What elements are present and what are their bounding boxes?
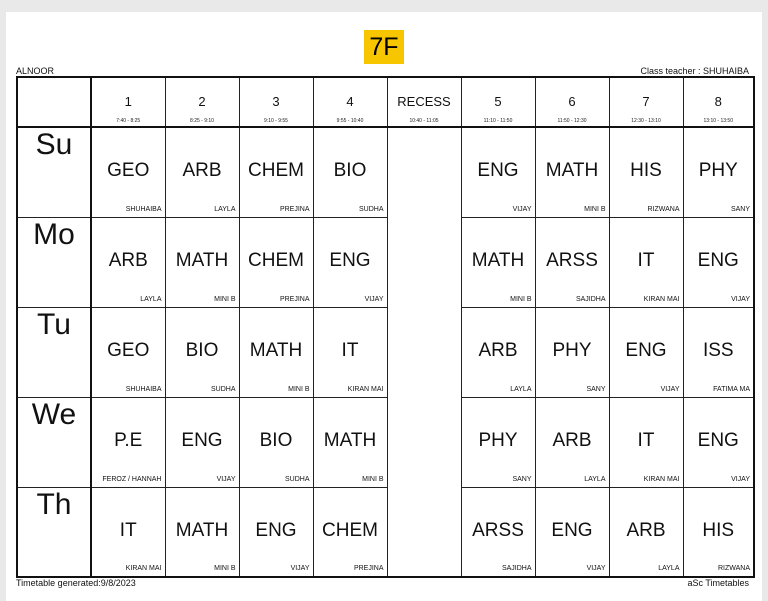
day-row <box>17 307 754 397</box>
lesson-cell <box>461 307 535 397</box>
lesson-cell <box>461 127 535 217</box>
lesson-teacher: MINI B <box>584 205 606 213</box>
lesson-teacher: LAYLA <box>584 475 606 483</box>
lesson-cell <box>609 487 683 577</box>
lesson-cell <box>91 127 165 217</box>
lesson-cell <box>313 127 387 217</box>
lesson-cell <box>239 217 313 307</box>
lesson-subject: ARB <box>182 160 222 181</box>
lesson-cell <box>91 397 165 487</box>
lesson-teacher: VIJAY <box>216 475 236 483</box>
lesson-subject: ARB <box>626 519 666 541</box>
lesson-teacher: SUDHA <box>284 475 310 483</box>
period-number: 8 <box>714 94 722 109</box>
lesson-subject: IT <box>637 429 655 451</box>
day-name: We <box>17 397 91 487</box>
lesson-cell <box>609 217 683 307</box>
lesson-teacher: VIJAY <box>731 295 750 303</box>
period-time: 8:25 - 9:10 <box>190 118 214 124</box>
day-name: Mo <box>17 217 91 307</box>
lesson-teacher: VIJAY <box>660 385 680 393</box>
lesson-subject: ENG <box>255 519 297 541</box>
lesson-teacher: SANY <box>512 475 532 483</box>
recess-header <box>387 77 461 127</box>
period-header <box>535 77 609 127</box>
lesson-cell <box>683 397 754 487</box>
day-row <box>17 127 754 217</box>
period-time: 9:10 - 9:55 <box>264 118 288 124</box>
corner-cell <box>17 77 91 127</box>
period-time: 7:40 - 8:25 <box>116 118 141 124</box>
period-header <box>461 77 535 127</box>
period-header <box>313 77 387 127</box>
lesson-subject: ENG <box>181 429 223 451</box>
lesson-teacher: LAYLA <box>140 295 162 303</box>
lesson-subject: GEO <box>107 160 150 181</box>
lesson-subject: IT <box>119 519 137 541</box>
lesson-teacher: KIRAN MAI <box>125 565 162 572</box>
lesson-subject: ENG <box>625 339 667 361</box>
lesson-teacher: PREJINA <box>279 205 310 213</box>
lesson-subject: ENG <box>477 160 519 181</box>
lesson-cell <box>239 127 313 217</box>
lesson-subject: CHEM <box>322 519 378 541</box>
lesson-cell <box>683 217 754 307</box>
lesson-cell <box>535 487 609 577</box>
lesson-cell <box>535 217 609 307</box>
lesson-cell <box>683 127 754 217</box>
lesson-cell <box>165 397 239 487</box>
lesson-subject: MATH <box>175 519 229 541</box>
period-number: RECESS <box>397 94 451 109</box>
lesson-subject: HIS <box>630 160 662 181</box>
lesson-teacher: FATIMA MA <box>713 385 750 393</box>
timetable-sheet <box>6 12 762 601</box>
lesson-cell <box>535 397 609 487</box>
timetable-grid <box>16 76 755 578</box>
period-time: 12:30 - 13:10 <box>631 118 661 124</box>
lesson-subject: IT <box>341 339 359 361</box>
lesson-cell <box>609 307 683 397</box>
lesson-teacher: SHUHAIBA <box>125 385 162 393</box>
lesson-teacher: SANY <box>586 385 606 393</box>
lesson-teacher: LAYLA <box>214 205 236 213</box>
day-name: Th <box>17 487 91 577</box>
lesson-subject: CHEM <box>248 160 304 181</box>
lesson-cell <box>91 307 165 397</box>
lesson-teacher: MINI B <box>214 295 236 303</box>
lesson-teacher: MINI B <box>214 565 236 572</box>
lesson-cell <box>683 307 754 397</box>
lesson-subject: ARSS <box>472 519 524 541</box>
period-number: 1 <box>124 94 132 109</box>
day-name: Su <box>17 127 91 217</box>
lesson-teacher: PREJINA <box>353 565 384 572</box>
lesson-teacher: RIZWANA <box>647 205 680 213</box>
lesson-cell <box>609 127 683 217</box>
lesson-subject: ISS <box>702 339 734 361</box>
period-time: 9:55 - 10:40 <box>336 118 364 124</box>
lesson-teacher: VIJAY <box>731 475 750 483</box>
period-time: 13:10 - 13:50 <box>703 118 733 124</box>
day-row <box>17 217 754 307</box>
period-time: 11:10 - 11:50 <box>483 118 513 124</box>
period-number: 6 <box>568 94 576 109</box>
lesson-teacher: FEROZ / HANNAH <box>102 475 162 483</box>
lesson-subject: BIO <box>259 429 293 451</box>
lesson-teacher: MINI B <box>288 385 310 393</box>
period-time: 11:50 - 12:30 <box>557 118 587 124</box>
lesson-subject: PHY <box>698 160 738 181</box>
lesson-teacher: VIJAY <box>512 205 532 213</box>
lesson-subject: ARB <box>552 429 592 451</box>
lesson-teacher: SHUHAIBA <box>125 205 162 213</box>
lesson-teacher: PREJINA <box>279 295 310 303</box>
lesson-subject: MATH <box>323 429 377 451</box>
period-number: 4 <box>346 94 354 109</box>
school-name: ALNOOR <box>16 66 55 76</box>
lesson-teacher: KIRAN MAI <box>643 475 680 483</box>
lesson-teacher: MINI B <box>510 295 532 303</box>
lesson-subject: HIS <box>702 519 735 541</box>
period-number: 5 <box>494 94 502 109</box>
period-header-row <box>17 77 754 127</box>
lesson-cell <box>239 487 313 577</box>
lesson-teacher: VIJAY <box>364 295 384 303</box>
class-teacher: Class teacher : SHUHAIBA <box>640 66 749 76</box>
lesson-subject: ARB <box>108 249 148 271</box>
lesson-cell <box>239 307 313 397</box>
period-header <box>609 77 683 127</box>
lesson-cell <box>313 217 387 307</box>
class-title: 7F <box>364 30 404 64</box>
day-name: Tu <box>17 307 91 397</box>
lesson-subject: PHY <box>552 339 592 361</box>
lesson-teacher: SUDHA <box>358 205 384 213</box>
lesson-teacher: MINI B <box>362 475 384 483</box>
day-row <box>17 487 754 577</box>
lesson-subject: MATH <box>249 339 303 361</box>
lesson-subject: ENG <box>551 519 593 541</box>
lesson-cell <box>239 397 313 487</box>
lesson-teacher: SAJIDHA <box>501 565 532 572</box>
lesson-teacher: LAYLA <box>510 385 532 393</box>
period-time: 10:40 - 11:05 <box>409 118 439 124</box>
lesson-subject: P.E <box>114 429 143 451</box>
lesson-cell <box>91 217 165 307</box>
lesson-teacher: SANY <box>730 205 750 213</box>
lesson-subject: GEO <box>107 339 150 361</box>
lesson-cell <box>535 307 609 397</box>
lesson-cell <box>461 487 535 577</box>
lesson-teacher: KIRAN MAI <box>643 295 680 303</box>
lesson-subject: PHY <box>478 429 518 451</box>
lesson-cell <box>165 127 239 217</box>
lesson-cell <box>165 487 239 577</box>
period-header <box>239 77 313 127</box>
generated-date: Timetable generated:9/8/2023 <box>16 578 136 588</box>
lesson-subject: MATH <box>175 249 229 271</box>
period-number: 3 <box>272 94 280 109</box>
lesson-cell <box>165 217 239 307</box>
period-header <box>683 77 754 127</box>
lesson-subject: MATH <box>545 160 599 181</box>
lesson-subject: ARB <box>478 339 518 361</box>
lesson-cell <box>313 397 387 487</box>
period-header <box>91 77 165 127</box>
lesson-teacher: RIZWANA <box>717 565 750 572</box>
lesson-subject: CHEM <box>248 249 304 271</box>
lesson-subject: ENG <box>697 429 739 451</box>
lesson-subject: ARSS <box>546 249 598 271</box>
period-number: 2 <box>198 94 206 109</box>
lesson-subject: ENG <box>697 249 739 271</box>
lesson-cell <box>461 397 535 487</box>
lesson-subject: MATH <box>471 249 525 271</box>
lesson-teacher: VIJAY <box>290 565 310 572</box>
lesson-subject: BIO <box>333 160 367 181</box>
day-row <box>17 397 754 487</box>
lesson-teacher: SAJIDHA <box>575 295 606 303</box>
lesson-cell <box>535 127 609 217</box>
lesson-cell <box>313 307 387 397</box>
lesson-teacher: LAYLA <box>658 565 680 572</box>
lesson-cell <box>313 487 387 577</box>
lesson-cell <box>683 487 754 577</box>
lesson-subject: IT <box>637 249 655 271</box>
lesson-teacher: VIJAY <box>586 565 606 572</box>
lesson-teacher: SUDHA <box>210 385 236 393</box>
period-header <box>165 77 239 127</box>
lesson-cell <box>461 217 535 307</box>
period-number: 7 <box>642 94 650 109</box>
recess-column <box>387 127 461 577</box>
lesson-subject: BIO <box>185 339 219 361</box>
lesson-subject: ENG <box>329 249 371 271</box>
lesson-teacher: KIRAN MAI <box>347 385 384 393</box>
lesson-cell <box>91 487 165 577</box>
lesson-cell <box>165 307 239 397</box>
lesson-cell <box>609 397 683 487</box>
software-credit: aSc Timetables <box>687 578 749 588</box>
